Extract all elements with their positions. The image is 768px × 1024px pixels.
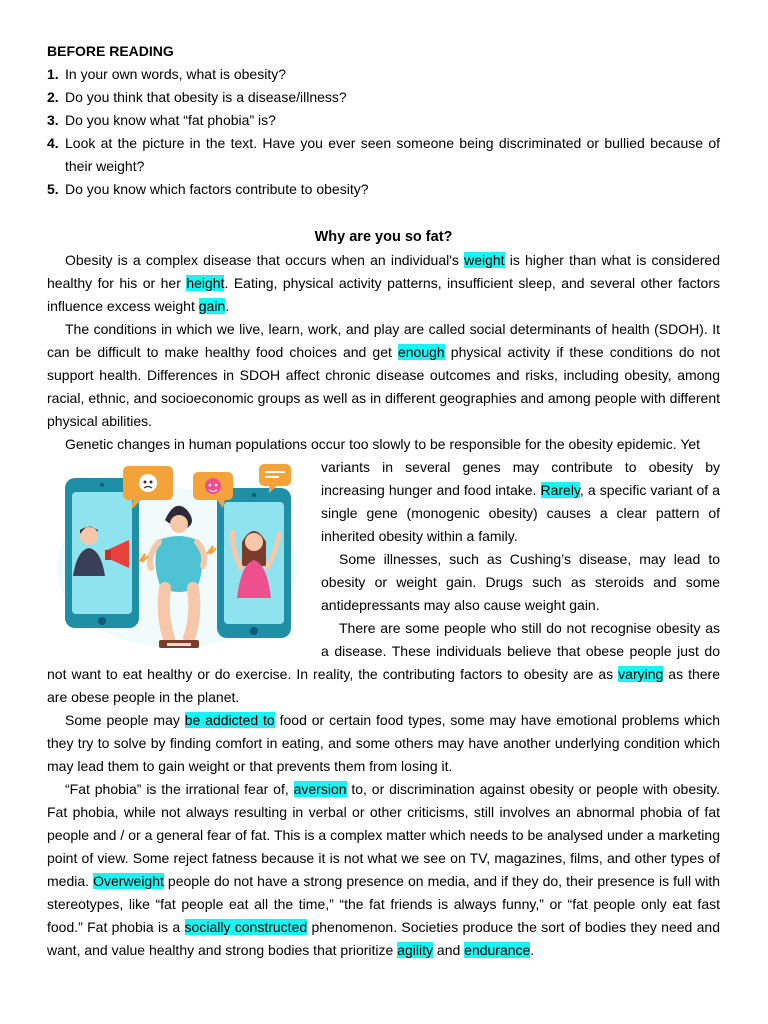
paragraph-text: . Eating, physical activity patterns, insufficient sleep, and several other factors influence excess weight [47,275,720,314]
question-number: 1. [47,66,59,82]
paragraph-text: Some illnesses, such as Cushing’s disease, may lead to obesity or weight gain. Drugs such as steroids and some antidepressants may also cause weight gain. [321,551,720,613]
question-text: Do you think that obesity is a disease/illness? [65,89,347,105]
article-paragraph [47,778,720,962]
paragraph-text: There are some people who still do not recognise obesity as a disease. These individuals believe that obese people just do not want to eat healthy or do exercise. In reality, the contributing factors to obesity are as [47,620,720,682]
paragraph-text: Some people may [65,712,185,728]
paragraph-text: people do not have a strong presence on media, and if they do, their presence is full with stereotypes, like “fat people eat all the time,” “the fat friends is always funny,” or “fat people only eat fast food.” Fat phobia is a [47,873,721,935]
question-number: 2. [47,89,59,105]
highlighted-vocabulary: gain [198,298,226,314]
article-paragraph [47,249,720,318]
highlighted-vocabulary: height [186,275,225,291]
fat-shaming-illustration-icon [47,458,305,660]
highlighted-vocabulary: socially constructed [184,919,308,935]
question-text: Do you know which factors contribute to obesity? [65,181,369,197]
question-item [47,86,720,109]
highlighted-vocabulary: be addicted to [184,712,275,728]
question-number: 4. [47,135,59,151]
article-title: Why are you so fat? [314,229,453,245]
question-item [47,132,720,178]
article-paragraph [47,709,720,778]
paragraph-text: to, or discrimination against obesity or people with obesity. Fat phobia, while not always resulting in verbal or other criticisms, still involves an abnormal phobia of fat people and / or a general fear of fat. This is a complex matter which needs to be analysed under a marketing point of view. Some reject fatness because it is not what we see on TV, magazines, films, and other types of media. [47,781,720,889]
paragraph-text: as there are obese people in the planet. [47,666,720,705]
article-body [47,249,720,962]
paragraph-text: is higher than what is considered healthy for his or her [47,252,720,291]
paragraph-text: physical activity if these conditions do not support health. Differences in SDOH affect chronic disease outcomes and risks, including obesity, among racial, ethnic, and socioeconomic groups as well as in different geographies and among people with different physical abilities. [47,344,721,429]
paragraph-text: food or certain food types, some may have emotional problems which they try to solve by finding comfort in eating, and some others may have another underlying condition which may lead them to gain weight or that prevents them from losing it. [47,712,720,774]
question-text: Do you know what “fat phobia” is? [65,112,276,128]
paragraph-text: phenomenon. Societies produce the sort of bodies they need and want, and value healthy and strong bodies that prioritize [47,919,720,958]
question-item [47,178,720,201]
paragraph-text: Obesity is a complex disease that occurs when an individual's [65,252,465,268]
highlighted-vocabulary: weight [464,252,505,268]
highlighted-vocabulary: Overweight [93,873,164,889]
highlighted-vocabulary: Rarely [540,482,580,498]
article-paragraph [47,318,720,433]
question-text: Look at the picture in the text. Have you ever seen someone being discriminated or bullied because of their weight? [65,135,720,174]
question-item [47,63,720,86]
highlighted-vocabulary: aversion [293,781,347,797]
paragraph-text: , a specific variant of a single gene (monogenic obesity) causes a clear pattern of inherited obesity within a family. [321,482,720,544]
paragraph-text: Genetic changes in human populations occur too slowly to be responsible for the obesity epidemic. Yet [65,436,701,452]
document-page [47,40,720,962]
question-text: In your own words, what is obesity? [65,66,286,82]
paragraph-text: variants in several genes may contribute to obesity by increasing hunger and food intake. [321,459,720,498]
question-item [47,109,720,132]
highlighted-vocabulary: varying [618,666,664,682]
highlighted-vocabulary: enough [397,344,445,360]
paragraph-text: “Fat phobia” is the irrational fear of, [65,781,294,797]
illustration-svg [47,458,305,660]
paragraph-text: . [530,942,535,958]
question-number: 3. [47,112,59,128]
article-paragraph [47,433,720,548]
question-number: 5. [47,181,59,197]
highlighted-vocabulary: agility [397,942,434,958]
paragraph-text: and [433,942,465,958]
before-reading-questions [47,63,720,201]
paragraph-text: . [225,298,230,314]
before-reading-heading: BEFORE READING [47,43,174,59]
highlighted-vocabulary: endurance [464,942,531,958]
paragraph-text: The conditions in which we live, learn, work, and play are called social determinants of health (SDOH). It can be difficult to make healthy food choices and get [47,321,720,360]
